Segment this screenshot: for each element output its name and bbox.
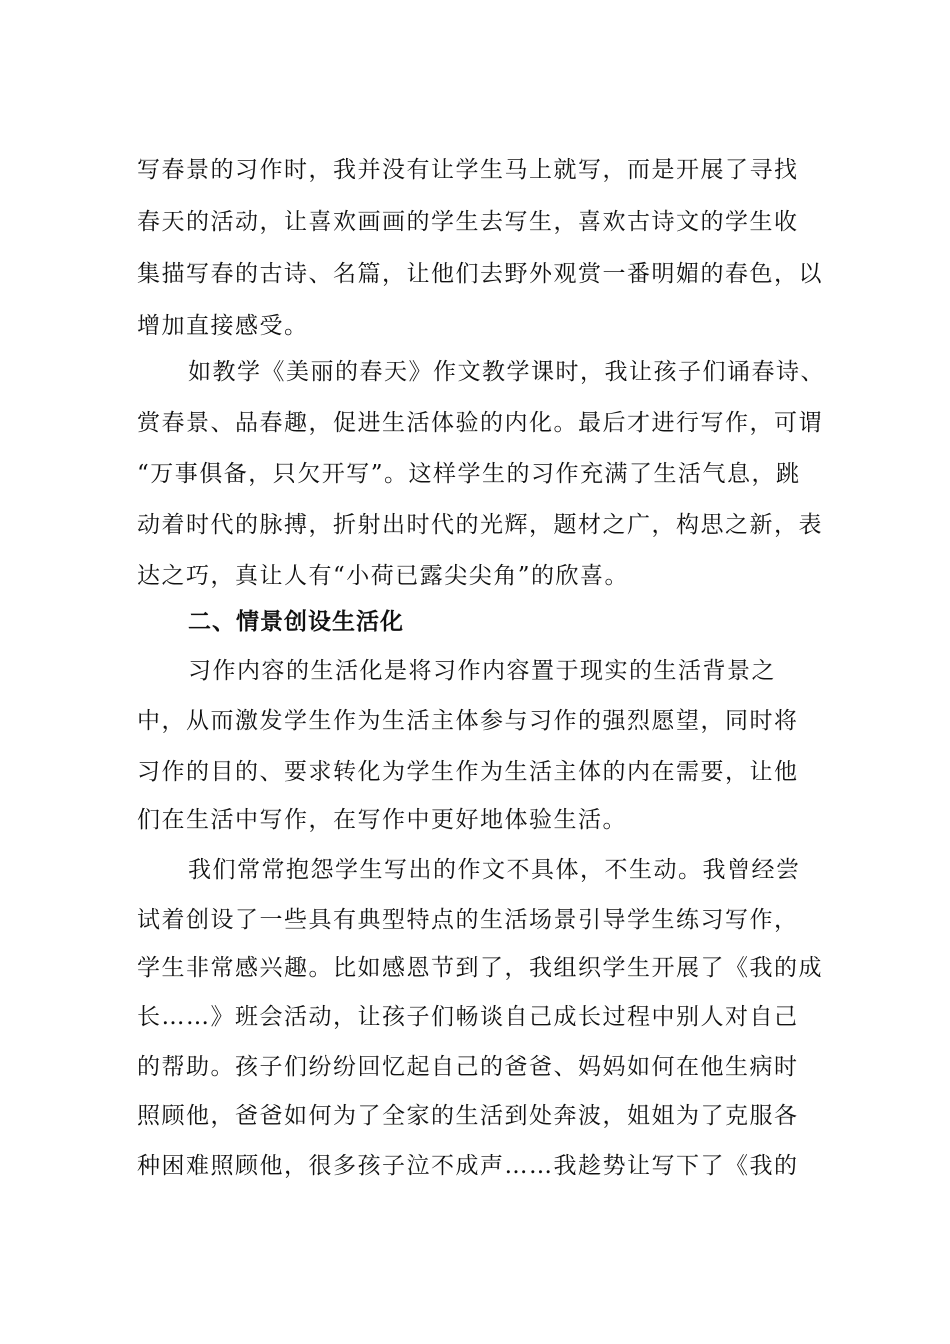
paragraph-line: 们在生活中写作，在写作中更好地体验生活。 [137,807,627,833]
paragraph-line: 习作的目的、要求转化为学生作为生活主体的内在需要，让他 [137,759,799,785]
paragraph-line: 试着创设了一些具有典型特点的生活场景引导学生练习写作， [137,907,799,933]
paragraph-line: 写春景的习作时，我并没有让学生马上就写，而是开展了寻找 [137,157,799,183]
paragraph-line: 长……》班会活动，让孩子们畅谈自己成长过程中别人对自己 [137,1004,799,1030]
paragraph-line: 种困难照顾他，很多孩子泣不成声……我趁势让写下了《我的 [137,1153,799,1179]
paragraph-line: 中，从而激发学生作为生活主体参与习作的强烈愿望，同时将 [137,708,799,734]
paragraph-line: 我们常常抱怨学生写出的作文不具体，不生动。我曾经尝 [188,857,801,883]
paragraph-line: 增加直接感受。 [137,313,309,339]
paragraph-line: 学生非常感兴趣。比如感恩节到了，我组织学生开展了《我的成 [137,955,823,981]
paragraph-line: 的帮助。孩子们纷纷回忆起自己的爸爸、妈妈如何在他生病时 [137,1054,799,1080]
paragraph-line: 习作内容的生活化是将习作内容置于现实的生活背景之 [188,658,776,684]
paragraph-line: 春天的活动，让喜欢画画的学生去写生，喜欢古诗文的学生收 [137,209,799,235]
section-heading: 二、情景创设生活化 [188,609,404,635]
paragraph-line: 达之巧，真让人有“小荷已露尖尖角”的欣喜。 [137,563,630,589]
paragraph-line: 动着时代的脉搏，折射出时代的光辉，题材之广，构思之新，表 [137,512,823,538]
paragraph-line: 如教学《美丽的春天》作文教学课时，我让孩子们诵春诗、 [188,359,825,385]
paragraph-line: 赏春景、品春趣，促进生活体验的内化。最后才进行写作，可谓 [137,410,823,436]
paragraph-line: 集描写春的古诗、名篇，让他们去野外观赏一番明媚的春色，以 [137,261,823,287]
paragraph-line: 照顾他，爸爸如何为了全家的生活到处奔波，姐姐为了克服各 [137,1103,799,1129]
paragraph-line: “万事俱备，只欠开写”。这样学生的习作充满了生活气息，跳 [137,461,801,487]
